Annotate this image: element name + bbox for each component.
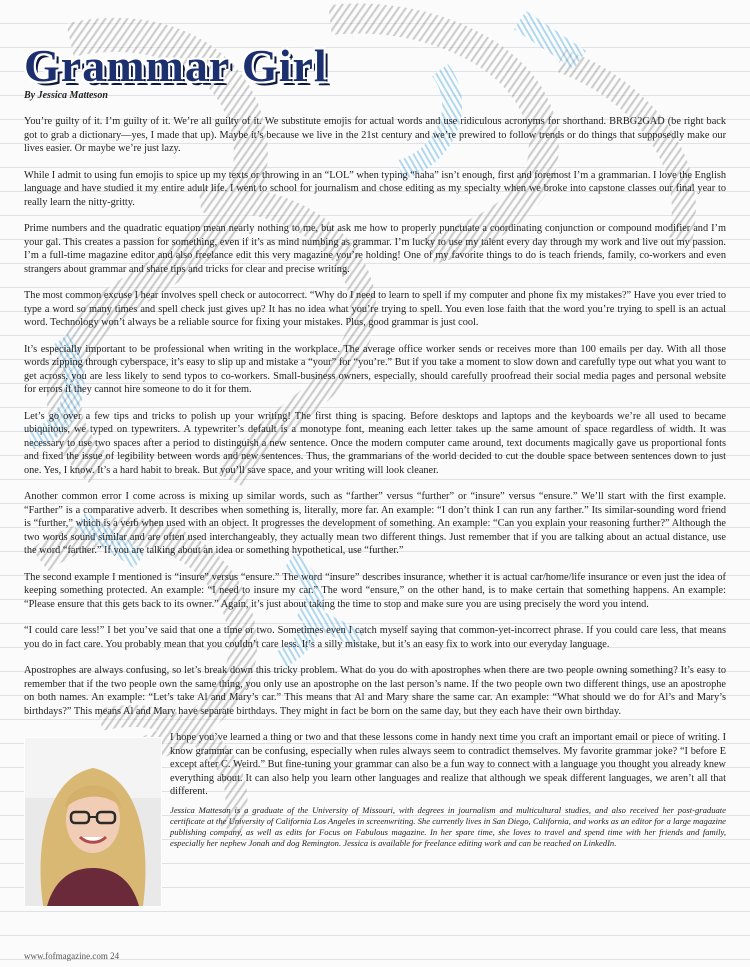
author-bio: Jessica Matteson is a graduate of the University of Missouri, with degrees in journalism and multicultural studies, and also received her post-graduate certificate at the University of California Los Angeles in screenwriting. She currently lives in San Diego, California, and works as an editor for a large magazine publishing company, as well as edits for Focus on Fabulous magazine. In her spare time, she loves to travel and spend time with her friends and family, especially her nephew Jonah and dog Remington. Jessica is available for freelance editing work and can be reached on LinkedIn. (170, 804, 726, 849)
paragraph: Prime numbers and the quadratic equation mean nearly nothing to me, but ask me how to properly punctuate a coordinating conjunction or compound modifier and I’m your gal. This creates a passion for something, even if it’s as mind numbing as grammar. I’m lucky to use my talent every day through my work and live out my passion. I’m a full-time magazine editor and also freelance edit this very magazine you’re holding! One of my favorite things to do is teach friends, family, co-workers and even strangers about grammar and share tips and tricks for clear and precise writing. (24, 223, 726, 275)
page-footer: www.fofmagazine.com 24 (24, 951, 120, 961)
paragraph: Another common error I come across is mixing up similar words, such as “farther” versus “further” or “insure” versus “ensure.” We’ll start with the first example. “Farther” is a comparative adverb. It describes when something is, literally, more far. An example: “I don’t think I can run any farther.” Its similar-sounding word friend is “further,” which is a verb when used with an object. It progresses the development of something. An example: “Can you explain your reasoning further?” Although the two words sound similar and are often used interchangeably, they actually mean two different things. Just remember that if you are talking about an actual distance, use the word “farther.” If you are talking about an idea or something hypothetical, use “further.” (24, 491, 726, 556)
author-portrait-icon (25, 738, 161, 906)
paragraph: “I could care less!” I bet you’ve said that one a time or two. Sometimes even I catch myself saying that common-yet-incorrect phrase. If you could care less, that means you do in fact care. You probably mean that you couldn’t care less. It’s a silly mistake, but it’s an easy fix to work into our everyday language. (24, 625, 726, 650)
paragraph: The most common excuse I hear involves spell check or autocorrect. “Why do I need to learn to spell if my computer and phone fix my mistakes?” Have you ever tried to type a word so many times and spell check just gives up? It has no idea what you’re trying to spell. You even lose faith that the word you’re trying to spell is an actual word. Technology won’t always be a reliable source for fixing your mistakes. Plus, good grammar is just cool. (24, 290, 726, 328)
paragraph: The second example I mentioned is “insure” versus “ensure.” The word “insure” describes insurance, whether it is actual car/home/life insurance or even just the idea of keeping something protected. An example: “I need to insure my car.” The word “ensure,” on the other hand, is to make certain that something happens. An example: “Please ensure that this gets back to its owner.” Again, it’s just about taking the time to stop and make sure you are using precisely the word you intend. (24, 571, 726, 610)
paragraph: I hope you’ve learned a thing or two and that these lessons come in handy next time you craft an important email or piece of writing. I know grammar can be confusing, especially when rules always seem to contradict themselves. My favorite grammar joke? “I before E except after C. Weird.” But fine-tuning your grammar can also be a fun way to connect with a language you thought you already knew everything about. It can also help you learn other languages and realize that although we speak different languages, we aren’t all that different. (170, 732, 726, 797)
article-body (24, 115, 726, 907)
author-photo (24, 737, 162, 907)
paragraph: While I admit to using fun emojis to spice up my texts or throwing in an “LOL” when typing “haha” isn’t enough, first and foremost I’m a grammarian. I love the English language and have studied it my entire adult life. I went to school for journalism and chose editing as my specialty when we broke into capstone classes our final year to really learn the nitty-gritty. (24, 169, 726, 208)
article-title: Grammar Girl (24, 40, 328, 91)
paragraph: You’re guilty of it. I’m guilty of it. We’re all guilty of it. We substitute emojis for actual words and use ridiculous acronyms for shorthand. BRBG2GAD (be right back got to grab a dictionary—yes, I made that up). Maybe it’s because we live in the 21st century and we’re prewired to follow trends or do things that supposedly make our lives easier. Or maybe we’re just lazy. (24, 116, 726, 154)
byline: By Jessica Matteson (24, 90, 108, 101)
paragraph: Let’s go over a few tips and tricks to polish up your writing! The first thing is spacing. Before desktops and laptops and the keyboards we’re all used to became ubiquitous, we typed on typewriters. A typewriter’s default is a monotype font, meaning each letter takes up the same amount of space regardless of width. It was necessary to use two spaces after a period to distinguish a new sentence. Once the modern computer came around, text documents magically gave us proportional fonts and fixed the issue of legibility between words and new sentences. Thus, the grammarians of the world decided to cut the double space between sentences down to just one. Yes, I know. It’s a hard habit to break. But you’ll save space, and your writing will look cleaner. (24, 410, 726, 476)
paragraph: It’s especially important to be professional when writing in the workplace. The average office worker sends or receives more than 100 emails per day. With all those words zipping through cyberspace, it’s easy to slip up and mistake a “your” for “you’re.” But if you take a moment to slow down and carefully type out what you want to get across, you are less likely to send typos to co-workers. Small-business owners, especially, should carefully proofread their social media pages and personal website for errors if they cannot hire someone to do it for them. (24, 343, 726, 395)
paragraph: Apostrophes are always confusing, so let’s break down this tricky problem. What do you do with apostrophes when there are two people owning something? It’s easy to remember that if the two people own the same thing, you only use an apostrophe on the last person’s name. If the two people own two different things, use an apostrophe on both names. An example: “Let’s take Al and Mary’s car.” This means that Al and Mary share the same car. An example: “What should we do for Al’s and Mary’s birthdays?” This means Al and Mary have separate birthdays. They might in fact be born on the same day, but they each have their own birthday. (24, 665, 726, 717)
